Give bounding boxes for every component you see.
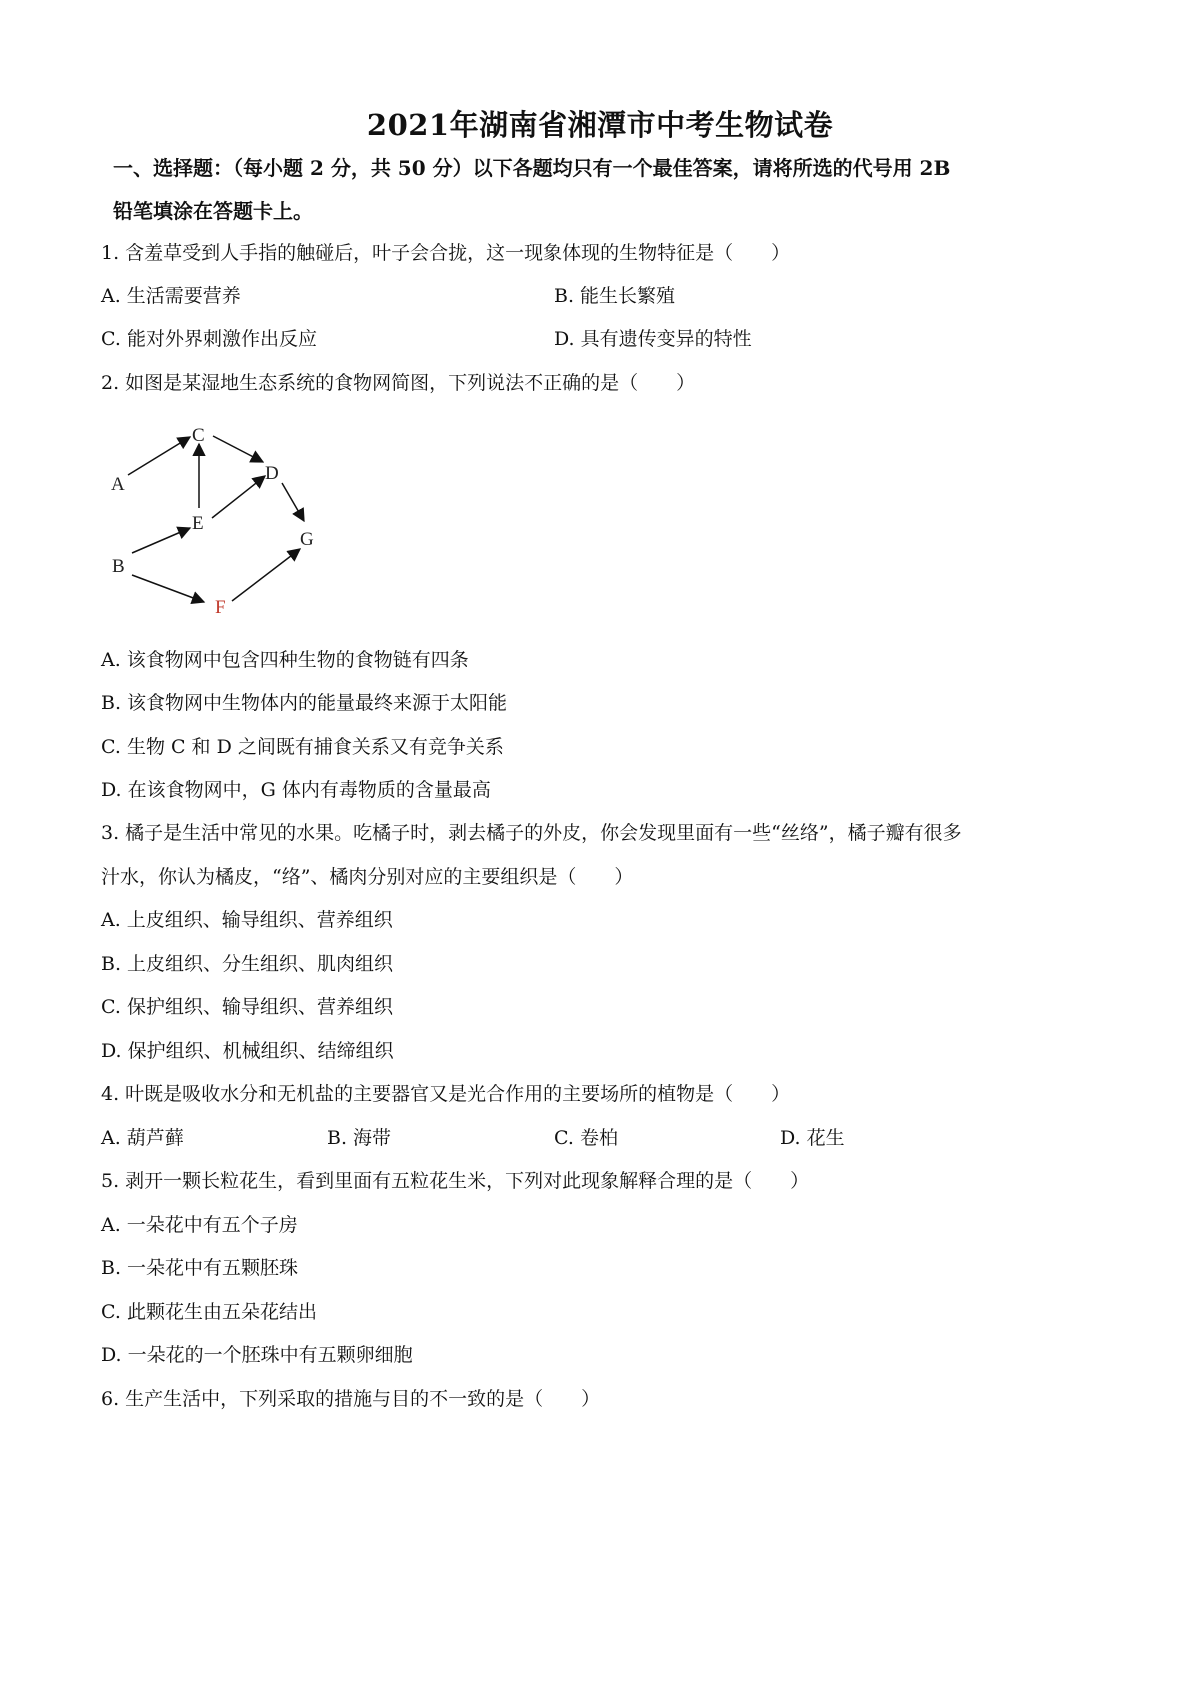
question-5-option-c: C. 此颗花生由五朵花结出 xyxy=(101,1301,317,1323)
question-3-option-a: A. 上皮组织、输导组织、营养组织 xyxy=(101,909,393,931)
question-5-option-a: A. 一朵花中有五个子房 xyxy=(101,1214,298,1236)
node-label-e: E xyxy=(192,513,204,534)
node-label-f: F xyxy=(215,597,226,618)
question-4-stem: 4. 叶既是吸收水分和无机盐的主要器官又是光合作用的主要场所的植物是（ ） xyxy=(101,1083,791,1105)
node-label-c: C xyxy=(192,425,205,446)
question-1-option-b: B. 能生长繁殖 xyxy=(554,285,676,307)
edge-b-to-f xyxy=(132,575,204,602)
question-1-option-a: A. 生活需要营养 xyxy=(101,285,241,307)
node-label-g: G xyxy=(300,529,314,550)
food-web-diagram xyxy=(100,420,340,620)
edge-f-to-g xyxy=(232,549,300,601)
edge-d-to-g xyxy=(282,483,304,521)
question-3-option-b: B. 上皮组织、分生组织、肌肉组织 xyxy=(101,953,394,975)
edge-e-to-d xyxy=(212,476,265,518)
question-2-stem: 2. 如图是某湿地生态系统的食物网简图，下列说法不正确的是（ ） xyxy=(101,372,696,394)
question-4-option-b: B. 海带 xyxy=(327,1127,392,1149)
question-5-stem: 5. 剥开一颗长粒花生，看到里面有五粒花生米，下列对此现象解释合理的是（ ） xyxy=(101,1170,810,1192)
question-1-stem: 1. 含羞草受到人手指的触碰后，叶子会合拢，这一现象体现的生物特征是（ ） xyxy=(101,242,791,264)
page-title: 2021年湖南省湘潭市中考生物试卷 xyxy=(366,108,834,142)
question-3-option-c: C. 保护组织、输导组织、营养组织 xyxy=(101,996,393,1018)
question-1-option-d: D. 具有遗传变异的特性 xyxy=(554,328,752,350)
question-1-option-c: C. 能对外界刺激作出反应 xyxy=(101,328,317,350)
node-label-b: B xyxy=(112,556,125,577)
question-4-option-a: A. 葫芦藓 xyxy=(101,1127,184,1149)
question-6-stem: 6. 生产生活中，下列采取的措施与目的不一致的是（ ） xyxy=(101,1388,601,1410)
section-heading-line1: 一、选择题：（每小题 2 分，共 50 分）以下各题均只有一个最佳答案，请将所选的代号用 2B xyxy=(113,156,951,180)
node-label-d: D xyxy=(265,463,279,484)
question-4-option-d: D. 花生 xyxy=(780,1127,845,1149)
question-2-option-c: C. 生物 C 和 D 之间既有捕食关系又有竞争关系 xyxy=(101,736,504,758)
edge-a-to-c xyxy=(128,437,190,475)
question-3-stem-line2: 汁水，你认为橘皮，“络”、橘肉分别对应的主要组织是（ ） xyxy=(101,866,634,888)
edge-c-to-d xyxy=(213,436,263,462)
section-heading-line2: 铅笔填涂在答题卡上。 xyxy=(113,199,313,223)
question-2-option-b: B. 该食物网中生物体内的能量最终来源于太阳能 xyxy=(101,692,508,714)
question-2-option-d: D. 在该食物网中，G 体内有毒物质的含量最高 xyxy=(101,779,491,801)
question-4-option-c: C. 卷柏 xyxy=(554,1127,618,1149)
question-5-option-b: B. 一朵花中有五颗胚珠 xyxy=(101,1257,299,1279)
edge-b-to-e xyxy=(132,528,190,553)
question-3-stem-line1: 3. 橘子是生活中常见的水果。吃橘子时，剥去橘子的外皮，你会发现里面有一些“丝络”，橘子瓣有很多 xyxy=(101,822,962,844)
question-5-option-d: D. 一朵花的一个胚珠中有五颗卵细胞 xyxy=(101,1344,413,1366)
question-3-option-d: D. 保护组织、机械组织、结缔组织 xyxy=(101,1040,394,1062)
question-2-option-a: A. 该食物网中包含四种生物的食物链有四条 xyxy=(101,649,469,671)
node-label-a: A xyxy=(111,474,125,495)
